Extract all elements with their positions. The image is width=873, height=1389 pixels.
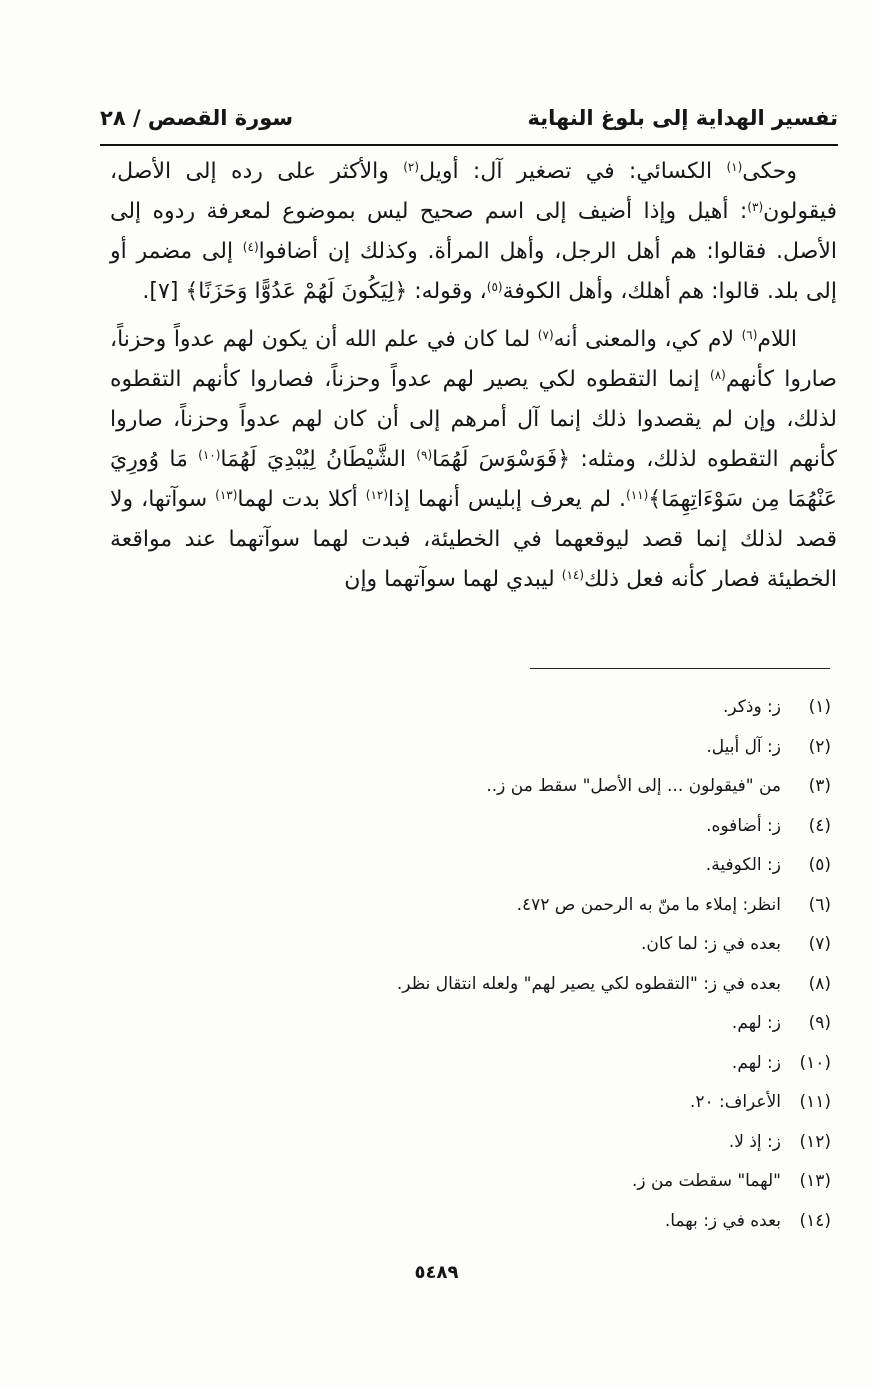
text-run: ليبدي لهما سوآتهما وإن bbox=[344, 567, 562, 592]
header-rule bbox=[100, 144, 838, 146]
footnote-number: (٣) bbox=[808, 776, 831, 796]
footnote-marker[interactable]: (١٤) bbox=[561, 568, 585, 582]
footnote-text: انظر: إملاء ما منّ به الرحمن ص ٤٧٢. bbox=[516, 894, 781, 915]
footnote-text: من "فيقولون ... إلى الأصل" سقط من ز.. bbox=[486, 776, 781, 796]
footnote-item bbox=[111, 1083, 831, 1123]
text-run: اللام bbox=[757, 327, 797, 352]
footnote-number: (١٣) bbox=[799, 1171, 831, 1191]
footnote-number: (١٠) bbox=[799, 1052, 831, 1073]
footnote-marker[interactable]: (٤) bbox=[242, 240, 259, 254]
footnote-number: (٤) bbox=[808, 815, 831, 836]
footnote-item bbox=[111, 767, 831, 807]
footnote-number: (٩) bbox=[808, 1013, 831, 1033]
footnote-number: (٢) bbox=[808, 736, 831, 757]
book-title: تفسير الهداية إلى بلوغ النهاية bbox=[527, 106, 838, 130]
footnote-number: (٦) bbox=[808, 894, 831, 915]
footnote-number: (٨) bbox=[808, 973, 831, 994]
footnote-number: (١٢) bbox=[799, 1131, 831, 1152]
footnote-text: ز: إذ لا. bbox=[728, 1131, 781, 1152]
running-header bbox=[100, 96, 838, 140]
footnote-marker[interactable]: (٢) bbox=[403, 160, 420, 174]
footnote-item bbox=[111, 807, 831, 847]
footnote-marker[interactable]: (١٢) bbox=[365, 488, 389, 502]
footnote-number: (٧) bbox=[808, 934, 831, 954]
footnote-item bbox=[111, 1004, 831, 1044]
footnote-marker[interactable]: (١٠) bbox=[198, 448, 221, 462]
footnote-marker[interactable]: (١) bbox=[726, 160, 743, 174]
footnote-text: بعده في ز: بهما. bbox=[664, 1210, 781, 1231]
footnote-separator bbox=[530, 668, 830, 669]
footnote-item bbox=[111, 1123, 831, 1163]
footnote-text: بعده في ز: "التقطوه لكي يصير لهم" ولعله انتقال نظر. bbox=[396, 973, 781, 994]
footnote-text: ز: لهم. bbox=[731, 1013, 781, 1033]
footnote-text: ز: الكوفية. bbox=[705, 855, 781, 875]
footnote-number: (١) bbox=[808, 697, 831, 717]
text-run: أكلا بدت لهما bbox=[237, 487, 366, 512]
footnote-marker[interactable]: (٩) bbox=[416, 448, 433, 462]
footnote-list bbox=[111, 688, 831, 1241]
text-run: الشَّيْطَانُ لِيُبْدِيَ لَهُمَا bbox=[220, 447, 417, 472]
footnote-number: (١٤) bbox=[799, 1210, 831, 1231]
footnote-text: ز: آل أبيل. bbox=[706, 736, 781, 757]
text-run: الكسائي: في تصغير آل: أويل bbox=[419, 159, 727, 184]
footnote-item bbox=[111, 965, 831, 1005]
footnote-number: (١١) bbox=[799, 1092, 831, 1112]
footnote-marker[interactable]: (٦) bbox=[741, 328, 758, 342]
footnote-text: ز: وذكر. bbox=[723, 697, 781, 717]
footnote-item bbox=[111, 728, 831, 768]
footnote-marker[interactable]: (٣) bbox=[747, 200, 764, 214]
text-run: مَا وُورِيَ عَنْهُمَا مِن سَوْءَاتِهِمَا﴾ bbox=[110, 447, 837, 512]
footnote-item bbox=[111, 688, 831, 728]
footnote-marker[interactable]: (١١) bbox=[626, 488, 649, 502]
footnote-text: "لهما" سقطت من ز. bbox=[631, 1171, 781, 1191]
page-number: ٥٤٨٩ bbox=[414, 1262, 459, 1283]
footnote-text: ز: أضافوه. bbox=[706, 815, 781, 836]
text-run: : أهيل وإذا أضيف إلى اسم صحيح ليس بموضوع لمعرفة ردوه إلى الأصل. فقالوا: هم أهل الرجل، وأهل المرأة. وكذلك إن أضافوا bbox=[110, 199, 837, 264]
text-run: ، وقوله: ﴿لِيَكُونَ لَهُمْ عَدُوًّا وَحَزَنًا﴾ [٧]. bbox=[142, 279, 487, 304]
body-text bbox=[110, 152, 837, 600]
text-run: وحكى bbox=[742, 159, 797, 184]
footnote-item bbox=[111, 1162, 831, 1202]
footnote-marker[interactable]: (١٣) bbox=[215, 488, 238, 502]
footnote-marker[interactable]: (٧) bbox=[537, 328, 554, 342]
paragraph bbox=[110, 152, 837, 312]
surah-page-label: سورة القصص / ٢٨ bbox=[100, 106, 294, 130]
text-run: لما كان في علم الله أن يكون لهم عدواً وحزناً، صاروا كأنهم bbox=[110, 327, 837, 392]
text-run: والأكثر على رده إلى الأصل، فيقولون bbox=[110, 159, 837, 224]
text-run: إلى مضمر أو إلى بلد. قالوا: هم أهلك، وأهل الكوفة bbox=[110, 239, 837, 304]
text-run: سوآتها، ولا قصد لذلك إنما قصد ليوقعهما في الخطيئة، فبدت لهما سوآتهما عند مواقعة الخطيئة فصار كأنه فعل ذلك bbox=[110, 487, 837, 592]
text-run: لام كي، والمعنى أنه bbox=[553, 327, 742, 352]
text-run: إنما التقطوه لكي يصير لهم عدواً وحزناً، فصاروا كأنهم التقطوه لذلك، وإن لم يقصدوا ذلك إنما آل أمرهم إلى أن كان لهم عدواً وحزناً، صاروا كأنهم التقطوه لذلك، ومثله: ﴿فَوَسْوَسَ لَهُمَا bbox=[110, 367, 837, 472]
footnote-marker[interactable]: (٥) bbox=[486, 280, 503, 294]
footnote-item bbox=[111, 925, 831, 965]
footnote-item bbox=[111, 1044, 831, 1084]
footnote-item bbox=[111, 846, 831, 886]
footnote-text: ز: لهم. bbox=[731, 1052, 781, 1073]
footnote-item bbox=[111, 1202, 831, 1242]
paragraph bbox=[110, 320, 837, 600]
footnote-number: (٥) bbox=[808, 855, 831, 875]
text-run: . لم يعرف إبليس أنهما إذا bbox=[388, 487, 627, 512]
footnote-text: بعده في ز: لما كان. bbox=[641, 934, 781, 954]
footnote-text: الأعراف: ٢٠. bbox=[689, 1092, 781, 1112]
footnote-marker[interactable]: (٨) bbox=[710, 368, 726, 382]
footnote-item bbox=[111, 886, 831, 926]
